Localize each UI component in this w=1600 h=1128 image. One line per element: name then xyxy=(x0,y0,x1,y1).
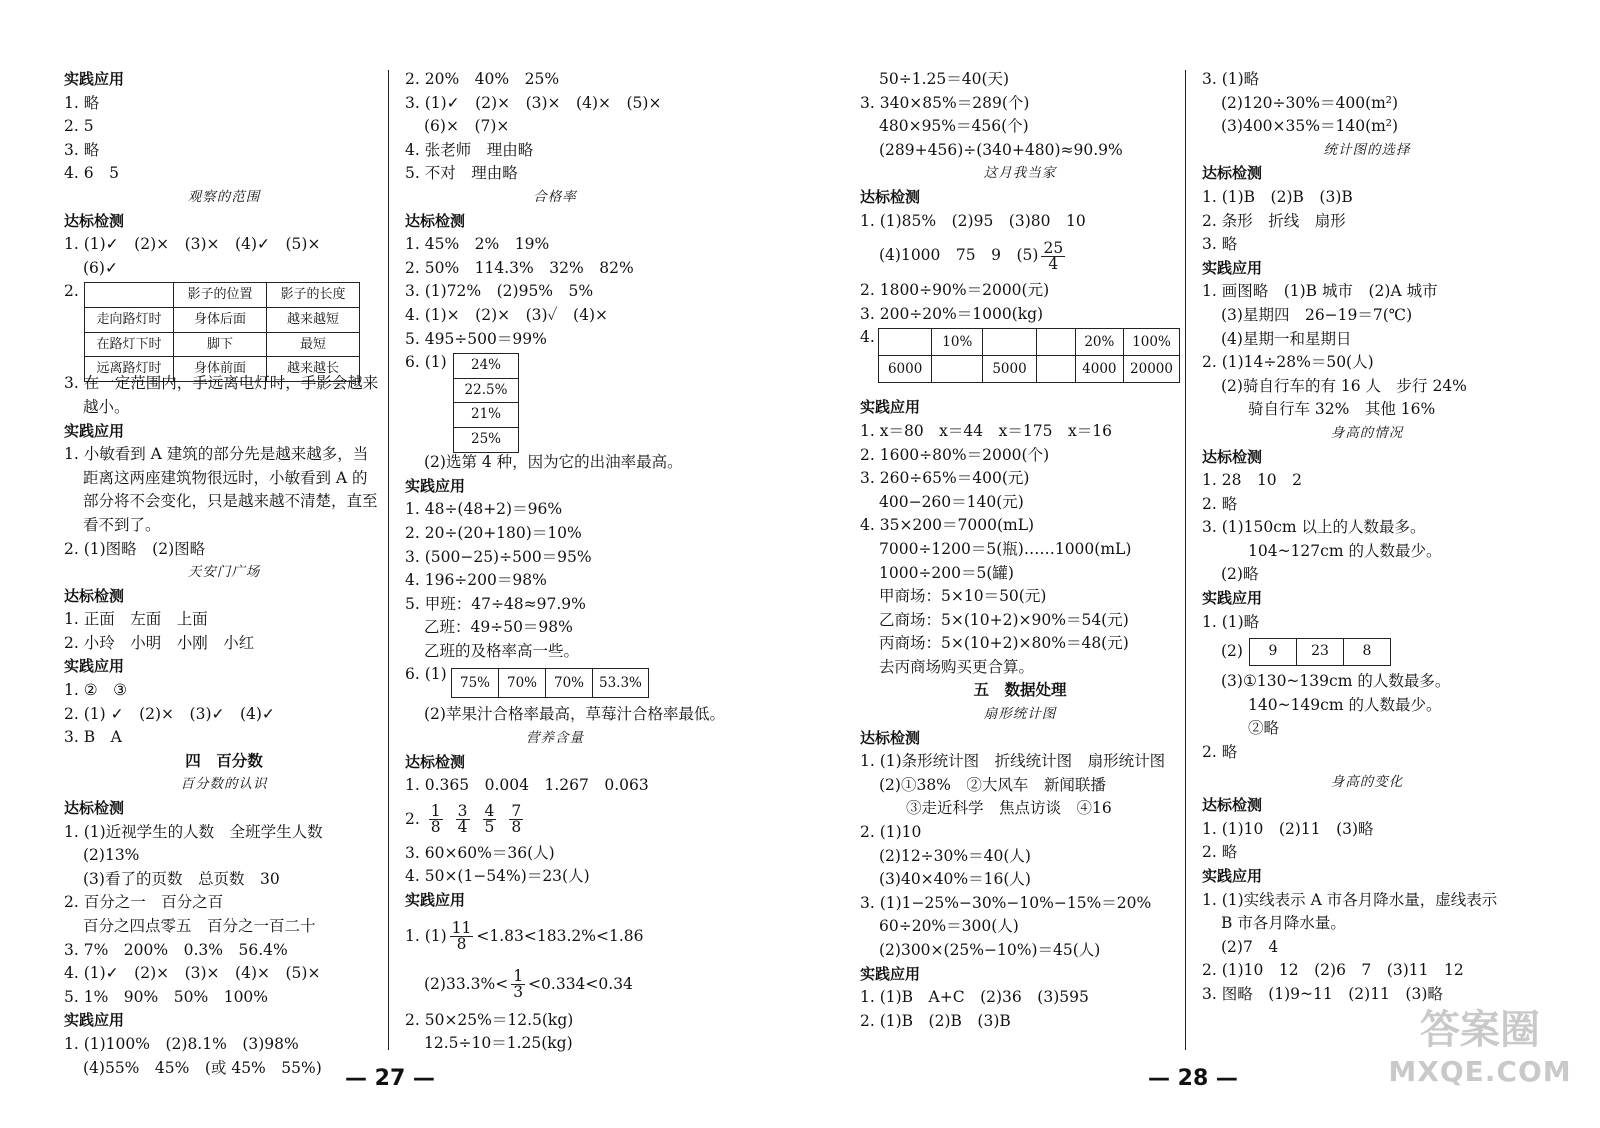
answer-line: 乙班的及格率高一些。 xyxy=(424,641,580,660)
fraction xyxy=(456,804,470,835)
answer-line: 2. 50×25%＝12.5(kg) xyxy=(405,1010,574,1029)
answer-line: (6)× (7)× xyxy=(424,117,510,136)
answer-line: 3. (1)略 xyxy=(1202,70,1260,88)
answer-line: 50÷1.25＝40(天) xyxy=(879,70,1010,88)
table-cell: 24% xyxy=(454,354,519,379)
answer-line: (3)看了的页数 总页数 30 xyxy=(83,869,280,888)
section-heading: 达标检测 xyxy=(1202,796,1263,815)
answer-text: 1. (1) xyxy=(405,926,447,945)
fraction xyxy=(1041,238,1065,273)
column-divider-left xyxy=(388,70,389,1050)
answer-line: (2)骑自行车的有 16 人 步行 24% xyxy=(1221,376,1467,395)
watermark-url: MXQE.COM xyxy=(1388,1055,1572,1088)
answer-number: 6. (1) xyxy=(405,665,447,684)
denominator: 8 xyxy=(430,818,441,837)
answer-line: 3. 340×85%＝289(个) xyxy=(860,93,1030,112)
answer-line: 1. (1)B A+C (2)36 (3)595 xyxy=(860,988,1089,1007)
section-heading: 达标检测 xyxy=(405,211,466,230)
lesson-title: 合格率 xyxy=(533,188,577,205)
answer-line: 2. 50% 114.3% 32% 82% xyxy=(405,258,634,277)
column-divider-right xyxy=(1185,70,1186,1050)
answer-line: 2. (1)图略 (2)图略 xyxy=(64,539,206,558)
answer-line: 2. (1)B (2)B (3)B xyxy=(860,1011,1011,1030)
answer-line: 甲商场：5×10＝50(元) xyxy=(879,587,1047,606)
unit-title: 四 百分数 xyxy=(185,751,263,770)
lesson-title: 这月我当家 xyxy=(983,165,1057,182)
lesson-title: 百分数的认识 xyxy=(180,776,268,793)
answer-line: (3)①130~139cm 的人数最多。 xyxy=(1221,672,1451,691)
table-cell: 5000 xyxy=(983,356,1036,383)
table-cell xyxy=(879,329,932,356)
answer-line: 1. 28 10 2 xyxy=(1202,471,1303,490)
answer-line: 5. 不对 理由略 xyxy=(405,164,518,183)
answer-line: 12.5÷10＝1.25(kg) xyxy=(424,1034,573,1053)
answer-with-table xyxy=(405,663,705,703)
answer-line: 1. ② ③ xyxy=(64,681,128,700)
answer-line-fractions xyxy=(405,961,705,1009)
table-cell: 9 xyxy=(1250,639,1297,666)
answer-line: 2. (1)10 12 (2)6 7 (3)11 12 xyxy=(1202,961,1464,980)
section-heading: 达标检测 xyxy=(860,187,921,206)
section-heading: 达标检测 xyxy=(860,728,921,747)
answer-line: 4. 196÷200＝98% xyxy=(405,571,547,590)
table-cell: 25% xyxy=(454,427,519,452)
answer-line: 2. 1600÷80%＝2000(个) xyxy=(860,445,1050,464)
lesson-title: 扇形统计图 xyxy=(983,706,1057,723)
table-cell: 最短 xyxy=(267,332,360,357)
answer-line: 3. (1)150cm 以上的人数最多。 xyxy=(1202,518,1426,537)
answer-line: 2. (1) ✓ (2)× (3)✓ (4)✓ xyxy=(64,704,275,723)
answer-text: (2)33.3%< xyxy=(424,974,509,993)
table-cell: 10% xyxy=(932,329,983,356)
answer-line: 104~127cm 的人数最少。 xyxy=(1248,541,1442,560)
section-heading: 达标检测 xyxy=(64,586,125,605)
answer-line: 1. 小敏看到 A 建筑的部分先是越来越多，当 xyxy=(64,445,369,464)
table-cell: 越来越短 xyxy=(267,307,360,332)
column-1 xyxy=(64,68,384,1080)
answer-line: 2. 略 xyxy=(1202,494,1238,513)
section-heading: 实践应用 xyxy=(64,657,125,676)
answer-line: (2)300×(25%−10%)＝45(人) xyxy=(879,941,1101,959)
answer-line: 5. 甲班：47÷48≈97.9% xyxy=(405,594,586,613)
answer-line: 越小。 xyxy=(83,397,130,416)
answer-with-table xyxy=(405,351,705,451)
answer-number: 4. xyxy=(860,328,875,347)
section-heading: 达标检测 xyxy=(64,799,125,818)
table-cell: 影子的位置 xyxy=(174,283,267,308)
answer-line: 去丙商场购买更合算。 xyxy=(879,657,1035,676)
answer-line: 3. (500−25)÷500＝95% xyxy=(405,547,592,566)
numerator: 11 xyxy=(451,919,472,938)
table-cell: 100% xyxy=(1124,329,1180,356)
fraction xyxy=(511,969,525,1000)
section-heading: 实践应用 xyxy=(1202,258,1263,277)
answer-line: (4)星期一和星期日 xyxy=(1221,329,1352,348)
lesson-title: 身高的情况 xyxy=(1330,424,1404,441)
answer-line-fractions xyxy=(860,233,1180,279)
answer-line: 3. 略 xyxy=(64,140,100,159)
answer-line: 丙商场：5×(10+2)×80%＝48(元) xyxy=(879,634,1129,653)
table-cell xyxy=(932,356,983,383)
answer-line: 4. (1)× (2)× (3)✓ (4)× xyxy=(405,305,608,324)
section-heading: 达标检测 xyxy=(1202,447,1263,466)
answer-line: 百分之四点零五 百分之一百二十 xyxy=(83,917,316,935)
section-heading: 达标检测 xyxy=(1202,164,1263,183)
fraction xyxy=(429,804,443,835)
table-cell: 8 xyxy=(1344,639,1391,666)
answer-line: ③走近科学 焦点访谈 ④16 xyxy=(906,799,1112,818)
table-cell: 75% xyxy=(452,669,499,698)
numerator: 1 xyxy=(430,802,441,821)
answer-line: 5. 495÷500＝99% xyxy=(405,329,547,348)
table-cell: 身体前面 xyxy=(174,357,267,382)
table-cell: 身体后面 xyxy=(174,307,267,332)
answer-line: 1. (1)近视学生的人数 全班学生人数 xyxy=(64,822,323,841)
answer-line: (3)400×35%＝140(m²) xyxy=(1221,117,1399,136)
denominator: 8 xyxy=(456,935,467,954)
answer-line: 3. 60×60%＝36(人) xyxy=(405,843,555,862)
answer-text: (4)1000 75 9 (5) xyxy=(879,246,1039,265)
section-heading: 实践应用 xyxy=(64,70,125,88)
answer-line: 4. 张老师 理由略 xyxy=(405,140,534,159)
answer-line: 3. 260÷65%＝400(元) xyxy=(860,469,1030,488)
oil-rate-table xyxy=(453,353,519,452)
lesson-title: 观察的范围 xyxy=(187,188,261,205)
page-number-right: — 28 — xyxy=(1148,1066,1238,1091)
table-cell: 20% xyxy=(1075,329,1123,356)
answer-line: 2. 小玲 小明 小刚 小红 xyxy=(64,633,255,652)
fraction xyxy=(509,804,523,835)
section-heading: 实践应用 xyxy=(1202,589,1263,608)
table-cell: 70% xyxy=(499,669,546,698)
table-cell: 4000 xyxy=(1075,356,1123,383)
answer-line: 2. 20% 40% 25% xyxy=(405,70,560,88)
numerator: 4 xyxy=(484,802,495,821)
answer-line: 1. 48÷(48+2)＝96% xyxy=(405,500,563,519)
numerator: 25 xyxy=(1043,238,1064,257)
answer-line: 1. 正面 左面 上面 xyxy=(64,610,208,629)
answer-line: 2. (1)10 xyxy=(860,823,922,842)
answer-line-fractions xyxy=(405,798,705,842)
table-cell: 21% xyxy=(454,403,519,428)
section-heading: 实践应用 xyxy=(405,891,466,910)
answer-line: 2. 百分之一 百分之百 xyxy=(64,893,224,912)
answer-line: (2)选第 4 种，因为它的出油率最高。 xyxy=(424,453,683,472)
answer-line: 乙商场：5×(10+2)×90%＝54(元) xyxy=(879,610,1129,629)
answer-line: 2. (1)14÷28%＝50(人) xyxy=(1202,353,1374,372)
denominator: 3 xyxy=(513,983,524,1002)
answer-line: 2. 1800÷90%＝2000(元) xyxy=(860,281,1050,300)
answer-line: (2)7 4 xyxy=(1221,937,1279,956)
answer-line: 7000÷1200＝5(瓶)……1000(mL) xyxy=(879,539,1132,558)
answer-line: 1. (1)85% (2)95 (3)80 10 xyxy=(860,211,1086,230)
answer-line: 2. 略 xyxy=(1202,843,1238,862)
table-cell: 70% xyxy=(546,669,593,698)
column-2 xyxy=(405,68,725,1056)
answer-line: 3. (1)✓ (2)× (3)× (4)× (5)× xyxy=(405,93,662,112)
answer-line: 3. 图略 (1)9~11 (2)11 (3)略 xyxy=(1202,984,1443,1003)
table-cell: 6000 xyxy=(879,356,932,383)
table-cell: 23 xyxy=(1297,639,1344,666)
section-heading: 实践应用 xyxy=(1202,867,1263,885)
section-heading: 实践应用 xyxy=(64,1011,125,1030)
answer-text: <0.334<0.34 xyxy=(528,974,633,993)
answer-line: (2)12÷30%＝40(人) xyxy=(879,846,1031,865)
table-cell: 53.3% xyxy=(593,669,649,698)
answer-line: 140~149cm 的人数最少。 xyxy=(1248,695,1442,714)
shadow-table xyxy=(84,282,360,381)
answer-number: 2. xyxy=(64,282,79,301)
answer-line: 看不到了。 xyxy=(83,515,161,534)
answer-line: 1. (1)100% (2)8.1% (3)98% xyxy=(64,1034,299,1053)
answer-line: 1. (1)B (2)B (3)B xyxy=(1202,187,1353,206)
answer-line: 3. 7% 200% 0.3% 56.4% xyxy=(64,940,288,959)
table-cell: 22.5% xyxy=(454,378,519,403)
answer-line: 部分将不会变化，只是越来越不清楚，直至 xyxy=(83,492,378,511)
answer-line: (2)①38% ②大风车 新闻联播 xyxy=(879,775,1106,794)
answer-line: (6)✓ xyxy=(83,258,118,277)
answer-line: 1. 0.365 0.004 1.267 0.063 xyxy=(405,776,649,795)
answer-line: (3)星期四 26−19＝7(℃) xyxy=(1221,305,1413,324)
table-cell: 越来越长 xyxy=(267,357,360,382)
denominator: 5 xyxy=(484,818,495,837)
answer-with-table xyxy=(64,280,384,377)
answer-line: 1. (1)实线表示 A 市各月降水量，虚线表示 xyxy=(1202,890,1498,909)
answer-line: 1. 略 xyxy=(64,93,100,112)
answer-line: (2)苹果汁合格率最高，草莓汁合格率最低。 xyxy=(424,705,725,724)
watermark-text: 答案圈 xyxy=(1420,1007,1540,1053)
answer-line: 1. 画图略 (1)B 城市 (2)A 城市 xyxy=(1202,282,1438,301)
numerator: 7 xyxy=(511,802,522,821)
juice-rate-table xyxy=(451,668,649,698)
answer-line: 480×95%＝456(个) xyxy=(879,117,1029,136)
table-cell xyxy=(1036,356,1075,383)
answer-text: (2) xyxy=(1221,642,1243,661)
denominator: 8 xyxy=(511,818,522,837)
table-cell: 在路灯下时 xyxy=(85,332,174,357)
unit-title: 五 数据处理 xyxy=(973,681,1067,700)
section-heading: 实践应用 xyxy=(860,398,921,417)
watermark-logo xyxy=(1385,1005,1575,1115)
answer-line: 2. 5 xyxy=(64,117,94,136)
answer-line: (2)略 xyxy=(1221,565,1259,584)
page-number-left: — 27 — xyxy=(345,1066,435,1091)
answer-line: 1. (1)✓ (2)× (3)× (4)✓ (5)× xyxy=(64,235,321,254)
answer-line-fractions xyxy=(405,913,705,961)
answer-line: 5. 1% 90% 50% 100% xyxy=(64,987,269,1006)
answer-line: 1000÷200＝5(罐) xyxy=(879,563,1014,582)
answer-line: 400−260＝140(元) xyxy=(879,492,1024,511)
answer-line: 3. (1)1−25%−30%−10%−15%＝20% xyxy=(860,893,1152,912)
answer-line: 2. 略 xyxy=(1202,743,1238,762)
answer-number: 6. (1) xyxy=(405,353,447,372)
answer-line: (289+456)÷(340+480)≈90.9% xyxy=(879,140,1123,159)
fraction xyxy=(483,804,497,835)
answer-line: 3. 略 xyxy=(1202,235,1238,254)
table-cell: 远离路灯时 xyxy=(85,357,174,382)
denominator: 4 xyxy=(1048,254,1059,273)
section-heading: 实践应用 xyxy=(860,964,921,983)
answer-line: 1. x＝80 x＝44 x＝175 x＝16 xyxy=(860,421,1112,440)
column-4 xyxy=(1202,68,1532,1007)
answer-line: 3. 200÷20%＝1000(kg) xyxy=(860,304,1044,323)
section-heading: 实践应用 xyxy=(405,476,466,495)
answer-line: 3. 在一定范围内，手远离电灯时，手影会越来 xyxy=(64,374,379,393)
answer-line: 2. 条形 折线 扇形 xyxy=(1202,211,1346,230)
answer-line: 4. 50×(1−54%)＝23(人) xyxy=(405,867,590,886)
answer-line: 2. 20÷(20+180)＝10% xyxy=(405,523,582,542)
answer-line: 1. (1)10 (2)11 (3)略 xyxy=(1202,819,1374,838)
answer-line: ②略 xyxy=(1248,719,1280,738)
answer-with-table xyxy=(1202,634,1532,670)
answer-line: 乙班：49÷50＝98% xyxy=(424,618,573,637)
answer-line: 3. (1)72% (2)95% 5% xyxy=(405,282,594,301)
answer-text: <1.83<183.2%<1.86 xyxy=(476,926,644,945)
section-heading: 达标检测 xyxy=(64,211,125,230)
answer-line: 4. (1)✓ (2)× (3)× (4)× (5)× xyxy=(64,964,321,983)
numerator: 3 xyxy=(457,802,468,821)
fraction xyxy=(450,921,474,952)
answer-line: 4. 35×200＝7000(mL) xyxy=(860,516,1035,535)
answer-line: B 市各月降水量。 xyxy=(1221,914,1346,933)
height-count-table xyxy=(1249,638,1391,666)
answer-number: 2. xyxy=(405,810,420,829)
answer-line: 骑自行车 32% 其他 16% xyxy=(1248,400,1436,419)
section-heading: 实践应用 xyxy=(64,421,125,440)
answer-line: (2)120÷30%＝400(m²) xyxy=(1221,93,1399,112)
answer-line: 距离这两座建筑物很远时，小敏看到 A 的 xyxy=(83,468,368,487)
table-cell: 影子的长度 xyxy=(267,283,360,308)
answer-line: (4)55% 45% (或 45% 55%) xyxy=(83,1058,322,1077)
lesson-title: 天安门广场 xyxy=(187,564,261,581)
table-cell: 脚下 xyxy=(174,332,267,357)
table-cell xyxy=(983,329,1036,356)
answer-line: 60÷20%＝300(人) xyxy=(879,917,1019,936)
section-heading: 达标检测 xyxy=(405,752,466,771)
answer-line: 4. 6 5 xyxy=(64,164,119,183)
answer-with-table xyxy=(860,326,1180,396)
table-cell: 20000 xyxy=(1124,356,1180,383)
denominator: 4 xyxy=(457,818,468,837)
answer-line: (2)13% xyxy=(83,846,140,865)
table-cell xyxy=(85,283,174,308)
answer-line: 1. 45% 2% 19% xyxy=(405,235,550,254)
column-3 xyxy=(860,68,1180,1033)
numerator: 1 xyxy=(513,967,524,986)
lesson-title: 身高的变化 xyxy=(1330,773,1404,790)
table-cell xyxy=(1036,329,1075,356)
answer-line: 1. (1)略 xyxy=(1202,612,1260,631)
percent-table xyxy=(878,328,1180,383)
lesson-title: 统计图的选择 xyxy=(1323,141,1411,158)
lesson-title: 营养含量 xyxy=(526,730,584,747)
table-cell: 走向路灯时 xyxy=(85,307,174,332)
answer-line: (3)40×40%＝16(人) xyxy=(879,870,1031,889)
answer-line: 3. B A xyxy=(64,728,122,747)
answer-line: 1. (1)条形统计图 折线统计图 扇形统计图 xyxy=(860,752,1166,771)
